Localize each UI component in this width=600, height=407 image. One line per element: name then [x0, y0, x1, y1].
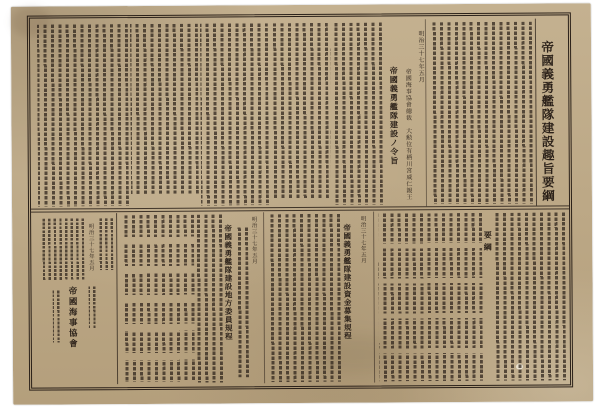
- regulation-b-heading: 帝國義勇艦隊建設地方委員規程: [223, 224, 234, 341]
- outline-list-text: [378, 213, 483, 382]
- body-text-upper: [270, 23, 329, 199]
- upper-section: [30, 15, 568, 203]
- publisher-address: [88, 286, 95, 328]
- regulation-a-heading: 帝國義勇艦隊建設資金募集規程: [342, 223, 353, 340]
- outline-list: [378, 213, 483, 382]
- rescript-heading: 帝國義勇艦隊建設ノ令旨: [389, 66, 400, 166]
- notice-text: [40, 218, 84, 280]
- regulation-a-text: [268, 214, 341, 382]
- paper-sheet: [11, 3, 593, 405]
- notice-text: [97, 218, 113, 270]
- body-text-upper: [330, 23, 383, 205]
- publisher-telephone: [53, 290, 60, 342]
- publication-date: 明治三十七年五月: [87, 223, 94, 272]
- column-rule: [263, 212, 265, 383]
- column-rule: [373, 212, 375, 383]
- body-text-prospectus: [429, 22, 533, 205]
- column-rule: [116, 213, 118, 384]
- printed-border: [27, 12, 573, 390]
- document-title: 帝國義勇艦隊建設趣旨要綱: [539, 40, 556, 203]
- body-text-upper: [130, 24, 199, 194]
- column-rule: [425, 19, 427, 206]
- body-text-upper: [200, 23, 269, 205]
- title-rule: [535, 19, 537, 206]
- outline-heading: 要綱: [483, 230, 494, 255]
- officer-name-list: [120, 215, 195, 383]
- regulation-b-date: 明治三十七年五月: [250, 216, 257, 265]
- body-text-prospectus-continued: [495, 212, 566, 380]
- regulation-b-text: [196, 214, 223, 382]
- publisher-name: 帝國海事協會: [66, 286, 78, 350]
- body-text-upper: [37, 24, 129, 207]
- rescript-date: 明治三十七年五月: [416, 30, 425, 84]
- rescript-issuer: 帝國海事協會總裁 大勲位有栖川宮威仁親王: [404, 68, 412, 201]
- regulation-a-date: 明治三十七年五月: [359, 215, 366, 264]
- section-divider: [31, 205, 569, 212]
- officer-names-text: [120, 215, 195, 383]
- regulation-b-preface: [236, 227, 249, 377]
